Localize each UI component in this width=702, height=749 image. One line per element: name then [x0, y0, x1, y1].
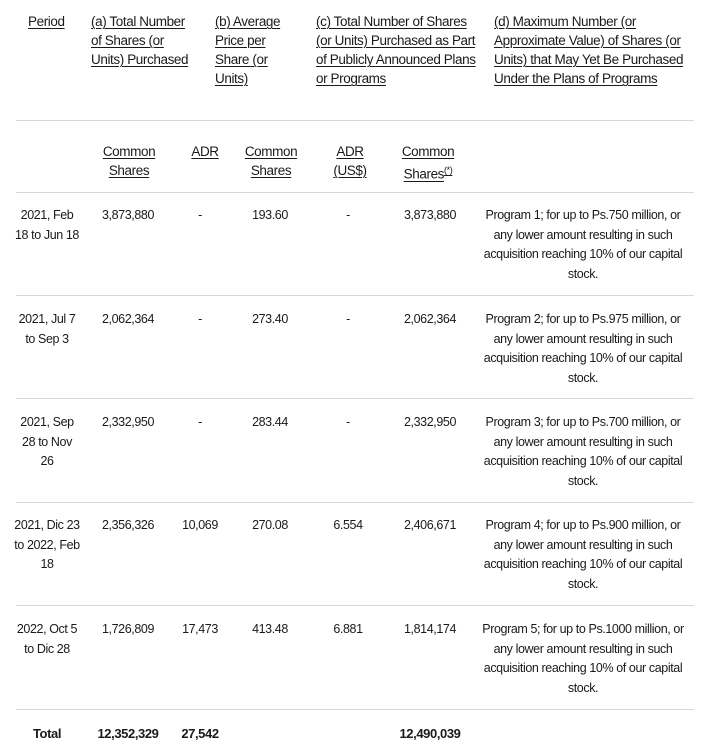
row-divider [16, 502, 694, 503]
c-common-cell: 3,873,880 [403, 208, 456, 222]
program-description: Program 4; for up to Ps.900 million, or any lower amount resulting in such acquisition reaching 10% of our capital stock. [483, 518, 683, 591]
a-common-cell: 2,332,950 [101, 415, 154, 429]
b-common-cell: 270.08 [252, 518, 288, 532]
subheader-c-common [396, 142, 460, 184]
b-common-cell: 413.48 [252, 622, 288, 636]
total-label: Total [32, 726, 62, 741]
a-common-cell: 2,356,326 [101, 518, 154, 532]
b-adr-cell: - [346, 415, 350, 429]
program-description: Program 3; for up to Ps.700 million, or any lower amount resulting in such acquisition reaching 10% of our capital stock. [483, 415, 683, 488]
header-col-b: (b) Average Price per Share (or Units) [215, 14, 281, 86]
row-divider [16, 295, 694, 296]
program-description: Program 1; for up to Ps.750 million, or any lower amount resulting in such acquisition reaching 10% of our capital stock. [483, 208, 683, 281]
a-adr-cell: 17,473 [182, 622, 218, 636]
b-common-cell: 193.60 [252, 208, 288, 222]
header-col-a: (a) Total Number of Shares (or Units) Purchased [91, 14, 189, 67]
a-adr-cell: 10,069 [182, 518, 218, 532]
total-c-common: 12,490,039 [399, 726, 461, 741]
a-adr-cell: - [198, 208, 202, 222]
c-common-cell: 2,332,950 [403, 415, 456, 429]
subheader-a-adr: ADR [191, 144, 219, 159]
footnote-marker: (*) [444, 165, 453, 175]
period-cell: 2021, Sep 28 to Nov 26 [20, 415, 74, 468]
header-col-c: (c) Total Number of Shares (or Units) Purchased as Part of Publicly Announced Plans or Programs [316, 14, 476, 86]
b-adr-cell: 6.881 [333, 622, 363, 636]
subheader-divider [16, 192, 694, 193]
header-period: Period [28, 14, 65, 29]
row-divider [16, 709, 694, 710]
subheader-c-common-label: Common Shares [401, 144, 455, 182]
b-common-cell: 283.44 [252, 415, 288, 429]
row-divider [16, 398, 694, 399]
a-common-cell: 1,726,809 [101, 622, 154, 636]
period-cell: 2022, Oct 5 to Dic 28 [16, 622, 78, 656]
b-adr-cell: 6.554 [333, 518, 363, 532]
header-col-d: (d) Maximum Number (or Approximate Value) of Shares (or Units) that May Yet Be Purchased Under the Plans of Programs [494, 14, 684, 86]
subheader-a-common: Common Shares [102, 144, 156, 178]
c-common-cell: 2,406,671 [403, 518, 456, 532]
subheader-b-adr: ADR (US$) [333, 144, 367, 178]
subheader-b-common: Common Shares [244, 144, 298, 178]
c-common-cell: 2,062,364 [403, 312, 456, 326]
c-common-cell: 1,814,174 [403, 622, 456, 636]
total-a-common: 12,352,329 [97, 726, 159, 741]
period-cell: 2021, Dic 23 to 2022, Feb 18 [14, 518, 80, 571]
b-common-cell: 273.40 [252, 312, 288, 326]
b-adr-cell: - [346, 208, 350, 222]
b-adr-cell: - [346, 312, 350, 326]
header-divider [16, 120, 694, 121]
program-description: Program 2; for up to Ps.975 million, or any lower amount resulting in such acquisition reaching 10% of our capital stock. [483, 312, 683, 385]
a-adr-cell: - [198, 415, 202, 429]
a-adr-cell: - [198, 312, 202, 326]
period-cell: 2021, Feb 18 to Jun 18 [14, 208, 79, 242]
a-common-cell: 3,873,880 [101, 208, 154, 222]
total-a-adr: 27,542 [181, 726, 219, 741]
a-common-cell: 2,062,364 [101, 312, 154, 326]
period-cell: 2021, Jul 7 to Sep 3 [18, 312, 76, 346]
program-description: Program 5; for up to Ps.1000 million, or any lower amount resulting in such acquisition reaching 10% of our capital stock. [482, 622, 684, 695]
row-divider [16, 605, 694, 606]
